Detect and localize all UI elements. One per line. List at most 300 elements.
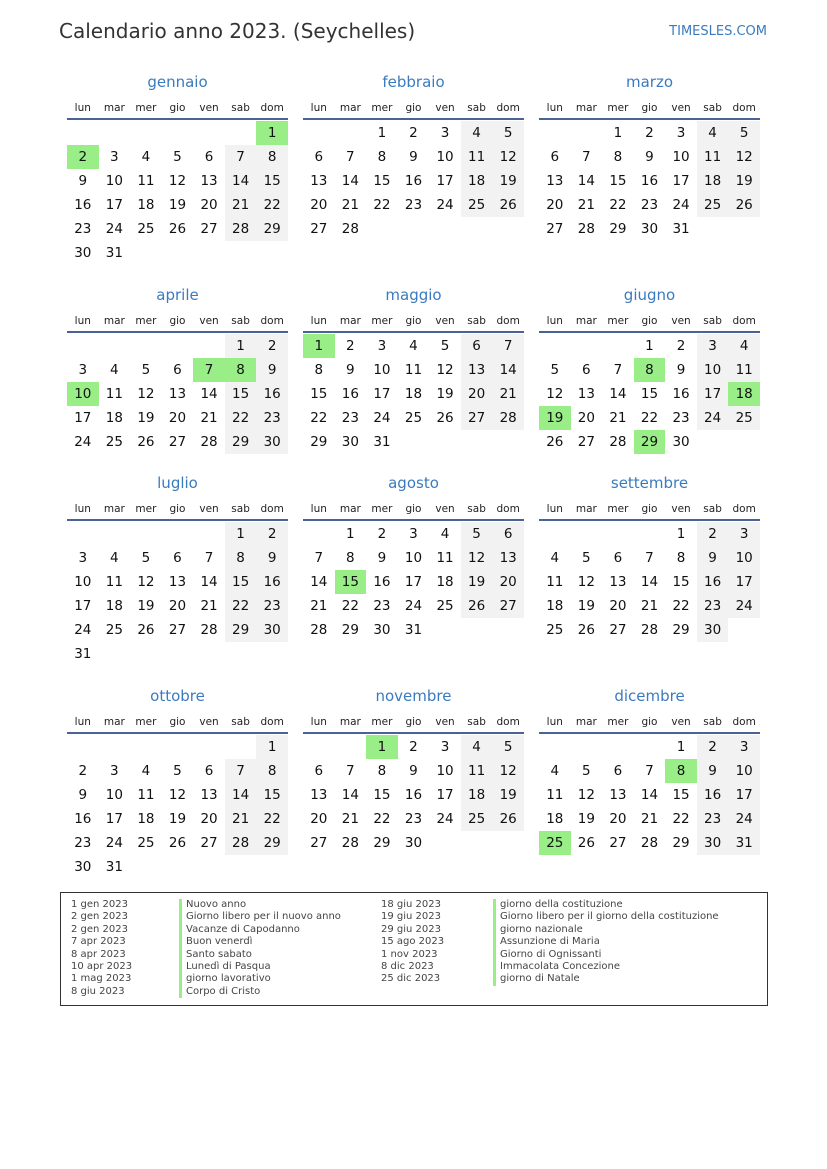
day-cell[interactable]: 23 <box>640 197 659 213</box>
day-cell[interactable]: 17 <box>672 173 690 189</box>
day-cell[interactable]: 1 <box>676 739 686 755</box>
day-cell[interactable]: 13 <box>609 787 627 803</box>
day-cell[interactable]: 9 <box>409 149 418 165</box>
day-cell[interactable]: 28 <box>225 217 257 241</box>
day-cell[interactable]: 30 <box>341 434 359 450</box>
day-cell[interactable]: 21 <box>492 382 524 406</box>
day-cell[interactable]: 2 <box>78 763 88 779</box>
day-cell[interactable]: 3 <box>697 334 729 358</box>
day-cell[interactable]: 8 <box>256 759 288 783</box>
day-cell[interactable]: 28 <box>200 434 218 450</box>
day-cell[interactable]: 13 <box>546 173 564 189</box>
day-cell[interactable]: 4 <box>110 362 119 378</box>
day-cell[interactable]: 8 <box>613 149 623 165</box>
day-cell[interactable]: 21 <box>225 193 257 217</box>
day-cell[interactable]: 22 <box>341 598 359 614</box>
day-cell[interactable]: 13 <box>168 386 187 402</box>
day-cell[interactable]: 5 <box>173 149 182 165</box>
day-cell[interactable]: 20 <box>168 410 187 426</box>
day-cell[interactable]: 27 <box>546 221 564 237</box>
day-cell[interactable]: 22 <box>609 197 627 213</box>
day-cell[interactable]: 22 <box>310 410 328 426</box>
day-cell[interactable]: 2 <box>697 522 729 546</box>
day-cell[interactable]: 29 <box>341 622 359 638</box>
day-cell[interactable]: 9 <box>697 759 729 783</box>
day-cell[interactable]: 30 <box>74 245 92 261</box>
day-cell[interactable]: 20 <box>609 598 627 614</box>
day-cell[interactable]: 1 <box>377 125 387 141</box>
day-cell[interactable]: 29 <box>225 618 257 642</box>
day-cell[interactable]: 1 <box>225 522 257 546</box>
day-cell[interactable]: 10 <box>67 382 99 406</box>
day-cell[interactable]: 15 <box>609 173 627 189</box>
day-cell[interactable]: 29 <box>256 831 288 855</box>
day-cell[interactable]: 25 <box>137 835 155 851</box>
day-cell[interactable]: 26 <box>546 434 564 450</box>
day-cell[interactable]: 26 <box>168 835 187 851</box>
day-cell[interactable]: 22 <box>672 811 690 827</box>
day-cell[interactable]: 14 <box>609 386 627 402</box>
day-cell[interactable]: 29 <box>609 221 627 237</box>
day-cell[interactable]: 3 <box>78 550 88 566</box>
day-cell[interactable]: 14 <box>310 574 328 590</box>
day-cell[interactable]: 15 <box>225 382 257 406</box>
day-cell[interactable]: 5 <box>141 550 151 566</box>
day-cell[interactable]: 29 <box>225 430 257 454</box>
day-cell[interactable]: 12 <box>546 386 564 402</box>
day-cell[interactable]: 2 <box>346 338 355 354</box>
day-cell[interactable]: 31 <box>373 434 391 450</box>
day-cell[interactable]: 16 <box>256 382 288 406</box>
day-cell[interactable]: 24 <box>697 406 729 430</box>
day-cell[interactable]: 23 <box>256 406 288 430</box>
day-cell[interactable]: 13 <box>609 574 627 590</box>
day-cell[interactable]: 9 <box>256 546 288 570</box>
day-cell[interactable]: 6 <box>492 522 524 546</box>
day-cell[interactable]: 26 <box>492 193 524 217</box>
day-cell[interactable]: 28 <box>310 622 328 638</box>
day-cell[interactable]: 26 <box>492 807 524 831</box>
day-cell[interactable]: 3 <box>377 338 387 354</box>
day-cell[interactable]: 21 <box>200 598 218 614</box>
day-cell[interactable]: 22 <box>373 811 391 827</box>
day-cell[interactable]: 9 <box>78 787 88 803</box>
day-cell[interactable]: 18 <box>461 783 493 807</box>
day-cell[interactable]: 6 <box>173 362 182 378</box>
day-cell[interactable]: 21 <box>577 197 595 213</box>
day-cell[interactable]: 27 <box>461 406 493 430</box>
day-cell[interactable]: 2 <box>377 526 387 542</box>
day-cell[interactable]: 3 <box>728 522 760 546</box>
day-cell[interactable]: 11 <box>728 358 760 382</box>
day-cell[interactable]: 26 <box>137 434 155 450</box>
day-cell[interactable]: 13 <box>310 173 328 189</box>
day-cell[interactable]: 29 <box>672 835 690 851</box>
day-cell[interactable]: 5 <box>141 362 151 378</box>
day-cell[interactable]: 4 <box>141 763 151 779</box>
day-cell[interactable]: 30 <box>672 434 690 450</box>
day-cell[interactable]: 27 <box>168 434 187 450</box>
day-cell[interactable]: 15 <box>256 169 288 193</box>
day-cell[interactable]: 8 <box>256 145 288 169</box>
day-cell[interactable]: 14 <box>640 787 659 803</box>
day-cell[interactable]: 17 <box>697 382 729 406</box>
day-cell[interactable]: 23 <box>404 197 423 213</box>
day-cell[interactable]: 25 <box>546 622 564 638</box>
day-cell[interactable]: 20 <box>168 598 187 614</box>
day-cell[interactable]: 9 <box>377 550 387 566</box>
day-cell[interactable]: 26 <box>728 193 760 217</box>
day-cell[interactable]: 15 <box>225 570 257 594</box>
day-cell[interactable]: 6 <box>314 149 324 165</box>
day-cell[interactable]: 2 <box>409 125 418 141</box>
day-cell[interactable]: 19 <box>577 598 595 614</box>
day-cell[interactable]: 21 <box>640 811 659 827</box>
day-cell[interactable]: 24 <box>436 811 454 827</box>
day-cell[interactable]: 11 <box>404 362 423 378</box>
day-cell[interactable]: 17 <box>404 574 423 590</box>
day-cell[interactable]: 10 <box>373 362 391 378</box>
day-cell[interactable]: 1 <box>613 125 623 141</box>
day-cell[interactable]: 20 <box>546 197 564 213</box>
day-cell[interactable]: 15 <box>373 173 391 189</box>
day-cell[interactable]: 16 <box>341 386 359 402</box>
day-cell[interactable]: 27 <box>310 835 328 851</box>
day-cell[interactable]: 8 <box>225 358 257 382</box>
day-cell[interactable]: 19 <box>137 598 155 614</box>
day-cell[interactable]: 30 <box>256 430 288 454</box>
day-cell[interactable]: 8 <box>377 149 387 165</box>
day-cell[interactable]: 14 <box>225 783 257 807</box>
day-cell[interactable]: 15 <box>672 787 690 803</box>
day-cell[interactable]: 6 <box>173 550 182 566</box>
day-cell[interactable]: 5 <box>728 121 760 145</box>
day-cell[interactable]: 18 <box>137 197 155 213</box>
day-cell[interactable]: 23 <box>74 221 92 237</box>
day-cell[interactable]: 3 <box>440 739 450 755</box>
day-cell[interactable]: 9 <box>78 173 88 189</box>
day-cell[interactable]: 20 <box>577 410 595 426</box>
day-cell[interactable]: 7 <box>193 358 225 382</box>
day-cell[interactable]: 12 <box>492 759 524 783</box>
day-cell[interactable]: 10 <box>672 149 690 165</box>
day-cell[interactable]: 27 <box>609 835 627 851</box>
day-cell[interactable]: 7 <box>204 550 214 566</box>
day-cell[interactable]: 23 <box>373 598 391 614</box>
day-cell[interactable]: 10 <box>728 546 760 570</box>
day-cell[interactable]: 13 <box>168 574 187 590</box>
day-cell[interactable]: 18 <box>404 386 423 402</box>
day-cell[interactable]: 31 <box>105 859 123 875</box>
day-cell[interactable]: 26 <box>137 622 155 638</box>
day-cell[interactable]: 9 <box>346 362 355 378</box>
day-cell[interactable]: 12 <box>577 787 595 803</box>
day-cell[interactable]: 4 <box>141 149 151 165</box>
day-cell[interactable]: 27 <box>200 835 218 851</box>
day-cell[interactable]: 5 <box>492 735 524 759</box>
day-cell[interactable]: 17 <box>728 570 760 594</box>
day-cell[interactable]: 19 <box>492 783 524 807</box>
day-cell[interactable]: 11 <box>436 550 454 566</box>
day-cell[interactable]: 19 <box>168 197 187 213</box>
day-cell[interactable]: 14 <box>341 787 359 803</box>
day-cell[interactable]: 3 <box>728 735 760 759</box>
day-cell[interactable]: 31 <box>404 622 423 638</box>
day-cell[interactable]: 7 <box>645 550 654 566</box>
day-cell[interactable]: 5 <box>582 550 591 566</box>
day-cell[interactable]: 23 <box>74 835 92 851</box>
day-cell[interactable]: 8 <box>225 546 257 570</box>
day-cell[interactable]: 4 <box>409 338 418 354</box>
day-cell[interactable]: 16 <box>672 386 690 402</box>
day-cell[interactable]: 4 <box>697 121 729 145</box>
day-cell[interactable]: 28 <box>341 835 359 851</box>
day-cell[interactable]: 16 <box>373 574 391 590</box>
day-cell[interactable]: 30 <box>697 831 729 855</box>
day-cell[interactable]: 11 <box>461 759 493 783</box>
day-cell[interactable]: 20 <box>310 811 328 827</box>
day-cell[interactable]: 23 <box>341 410 359 426</box>
day-cell[interactable]: 17 <box>74 410 92 426</box>
day-cell[interactable]: 30 <box>256 618 288 642</box>
day-cell[interactable]: 14 <box>200 574 218 590</box>
day-cell[interactable]: 2 <box>676 338 686 354</box>
day-cell[interactable]: 15 <box>335 570 367 594</box>
day-cell[interactable]: 16 <box>74 811 92 827</box>
day-cell[interactable]: 22 <box>373 197 391 213</box>
day-cell[interactable]: 25 <box>539 831 571 855</box>
day-cell[interactable]: 21 <box>341 197 359 213</box>
day-cell[interactable]: 23 <box>697 594 729 618</box>
day-cell[interactable]: 25 <box>728 406 760 430</box>
day-cell[interactable]: 19 <box>137 410 155 426</box>
day-cell[interactable]: 23 <box>404 811 423 827</box>
day-cell[interactable]: 27 <box>609 622 627 638</box>
day-cell[interactable]: 29 <box>672 622 690 638</box>
day-cell[interactable]: 15 <box>310 386 328 402</box>
day-cell[interactable]: 20 <box>310 197 328 213</box>
day-cell[interactable]: 17 <box>728 783 760 807</box>
day-cell[interactable]: 25 <box>697 193 729 217</box>
day-cell[interactable]: 18 <box>137 811 155 827</box>
day-cell[interactable]: 14 <box>640 574 659 590</box>
day-cell[interactable]: 17 <box>373 386 391 402</box>
day-cell[interactable]: 8 <box>634 358 666 382</box>
day-cell[interactable]: 10 <box>728 759 760 783</box>
day-cell[interactable]: 12 <box>168 173 187 189</box>
day-cell[interactable]: 26 <box>577 622 595 638</box>
day-cell[interactable]: 8 <box>346 550 355 566</box>
day-cell[interactable]: 17 <box>436 787 454 803</box>
day-cell[interactable]: 30 <box>373 622 391 638</box>
day-cell[interactable]: 18 <box>728 382 760 406</box>
day-cell[interactable]: 28 <box>577 221 595 237</box>
day-cell[interactable]: 19 <box>461 570 493 594</box>
day-cell[interactable]: 18 <box>697 169 729 193</box>
day-cell[interactable]: 3 <box>676 125 686 141</box>
day-cell[interactable]: 4 <box>461 121 493 145</box>
day-cell[interactable]: 10 <box>74 574 92 590</box>
day-cell[interactable]: 19 <box>577 811 595 827</box>
day-cell[interactable]: 3 <box>110 149 119 165</box>
day-cell[interactable]: 18 <box>461 169 493 193</box>
day-cell[interactable]: 11 <box>546 574 564 590</box>
day-cell[interactable]: 6 <box>613 550 623 566</box>
day-cell[interactable]: 21 <box>640 598 659 614</box>
day-cell[interactable]: 30 <box>404 835 423 851</box>
day-cell[interactable]: 10 <box>404 550 423 566</box>
day-cell[interactable]: 9 <box>645 149 654 165</box>
day-cell[interactable]: 17 <box>105 811 123 827</box>
day-cell[interactable]: 27 <box>200 221 218 237</box>
day-cell[interactable]: 22 <box>225 594 257 618</box>
day-cell[interactable]: 7 <box>346 763 355 779</box>
day-cell[interactable]: 14 <box>492 358 524 382</box>
day-cell[interactable]: 2 <box>645 125 654 141</box>
day-cell[interactable]: 3 <box>409 526 418 542</box>
day-cell[interactable]: 18 <box>546 811 564 827</box>
day-cell[interactable]: 7 <box>225 145 257 169</box>
day-cell[interactable]: 21 <box>200 410 218 426</box>
day-cell[interactable]: 27 <box>168 622 187 638</box>
day-cell[interactable]: 8 <box>314 362 324 378</box>
day-cell[interactable]: 30 <box>74 859 92 875</box>
day-cell[interactable]: 25 <box>436 598 454 614</box>
day-cell[interactable]: 25 <box>461 807 493 831</box>
day-cell[interactable]: 10 <box>105 173 123 189</box>
day-cell[interactable]: 8 <box>676 550 686 566</box>
day-cell[interactable]: 15 <box>256 783 288 807</box>
day-cell[interactable]: 5 <box>550 362 560 378</box>
day-cell[interactable]: 31 <box>672 221 690 237</box>
day-cell[interactable]: 25 <box>137 221 155 237</box>
day-cell[interactable]: 1 <box>225 334 257 358</box>
day-cell[interactable]: 20 <box>492 570 524 594</box>
day-cell[interactable]: 23 <box>672 410 690 426</box>
day-cell[interactable]: 7 <box>582 149 591 165</box>
day-cell[interactable]: 16 <box>640 173 659 189</box>
day-cell[interactable]: 21 <box>341 811 359 827</box>
day-cell[interactable]: 13 <box>577 386 595 402</box>
day-cell[interactable]: 19 <box>436 386 454 402</box>
day-cell[interactable]: 19 <box>168 811 187 827</box>
day-cell[interactable]: 11 <box>137 787 155 803</box>
day-cell[interactable]: 17 <box>105 197 123 213</box>
day-cell[interactable]: 21 <box>609 410 627 426</box>
day-cell[interactable]: 13 <box>310 787 328 803</box>
day-cell[interactable]: 24 <box>728 594 760 618</box>
day-cell[interactable]: 5 <box>440 338 450 354</box>
day-cell[interactable]: 24 <box>105 835 123 851</box>
day-cell[interactable]: 13 <box>200 173 218 189</box>
day-cell[interactable]: 16 <box>404 173 423 189</box>
day-cell[interactable]: 2 <box>697 735 729 759</box>
day-cell[interactable]: 7 <box>492 334 524 358</box>
day-cell[interactable]: 24 <box>105 221 123 237</box>
day-cell[interactable]: 22 <box>672 598 690 614</box>
day-cell[interactable]: 9 <box>676 362 686 378</box>
day-cell[interactable]: 1 <box>256 735 288 759</box>
day-cell[interactable]: 26 <box>436 410 454 426</box>
day-cell[interactable]: 5 <box>461 522 493 546</box>
day-cell[interactable]: 25 <box>105 622 123 638</box>
day-cell[interactable]: 16 <box>404 787 423 803</box>
day-cell[interactable]: 9 <box>697 546 729 570</box>
day-cell[interactable]: 10 <box>697 358 729 382</box>
day-cell[interactable]: 7 <box>314 550 324 566</box>
day-cell[interactable]: 17 <box>436 173 454 189</box>
day-cell[interactable]: 1 <box>303 334 335 358</box>
day-cell[interactable]: 9 <box>256 358 288 382</box>
day-cell[interactable]: 12 <box>137 574 155 590</box>
day-cell[interactable]: 14 <box>225 169 257 193</box>
day-cell[interactable]: 21 <box>225 807 257 831</box>
day-cell[interactable]: 4 <box>440 526 450 542</box>
day-cell[interactable]: 28 <box>200 622 218 638</box>
day-cell[interactable]: 6 <box>204 763 214 779</box>
day-cell[interactable]: 11 <box>137 173 155 189</box>
day-cell[interactable]: 26 <box>168 221 187 237</box>
day-cell[interactable]: 16 <box>697 570 729 594</box>
day-cell[interactable]: 15 <box>640 386 659 402</box>
day-cell[interactable]: 14 <box>200 386 218 402</box>
day-cell[interactable]: 8 <box>665 759 697 783</box>
day-cell[interactable]: 26 <box>577 835 595 851</box>
day-cell[interactable]: 31 <box>74 646 92 662</box>
day-cell[interactable]: 24 <box>373 410 391 426</box>
day-cell[interactable]: 30 <box>697 618 729 642</box>
day-cell[interactable]: 1 <box>366 735 398 759</box>
day-cell[interactable]: 10 <box>105 787 123 803</box>
day-cell[interactable]: 1 <box>256 121 288 145</box>
day-cell[interactable]: 11 <box>461 145 493 169</box>
day-cell[interactable]: 12 <box>168 787 187 803</box>
day-cell[interactable]: 7 <box>613 362 623 378</box>
day-cell[interactable]: 1 <box>645 338 654 354</box>
day-cell[interactable]: 23 <box>256 594 288 618</box>
day-cell[interactable]: 20 <box>461 382 493 406</box>
day-cell[interactable]: 2 <box>256 522 288 546</box>
day-cell[interactable]: 1 <box>676 526 686 542</box>
day-cell[interactable]: 11 <box>546 787 564 803</box>
day-cell[interactable]: 13 <box>200 787 218 803</box>
day-cell[interactable]: 12 <box>137 386 155 402</box>
day-cell[interactable]: 22 <box>256 807 288 831</box>
day-cell[interactable]: 21 <box>310 598 328 614</box>
day-cell[interactable]: 15 <box>672 574 690 590</box>
day-cell[interactable]: 25 <box>461 193 493 217</box>
day-cell[interactable]: 4 <box>110 550 119 566</box>
day-cell[interactable]: 19 <box>728 169 760 193</box>
day-cell[interactable]: 18 <box>436 574 454 590</box>
day-cell[interactable]: 13 <box>461 358 493 382</box>
day-cell[interactable]: 18 <box>546 598 564 614</box>
day-cell[interactable]: 28 <box>640 622 659 638</box>
day-cell[interactable]: 8 <box>377 763 387 779</box>
day-cell[interactable]: 7 <box>346 149 355 165</box>
day-cell[interactable]: 31 <box>105 245 123 261</box>
day-cell[interactable]: 2 <box>256 334 288 358</box>
day-cell[interactable]: 9 <box>409 763 418 779</box>
day-cell[interactable]: 22 <box>225 406 257 430</box>
day-cell[interactable]: 2 <box>409 739 418 755</box>
day-cell[interactable]: 22 <box>640 410 659 426</box>
day-cell[interactable]: 14 <box>341 173 359 189</box>
day-cell[interactable]: 17 <box>74 598 92 614</box>
day-cell[interactable]: 12 <box>492 145 524 169</box>
day-cell[interactable]: 10 <box>436 763 454 779</box>
day-cell[interactable]: 15 <box>373 787 391 803</box>
